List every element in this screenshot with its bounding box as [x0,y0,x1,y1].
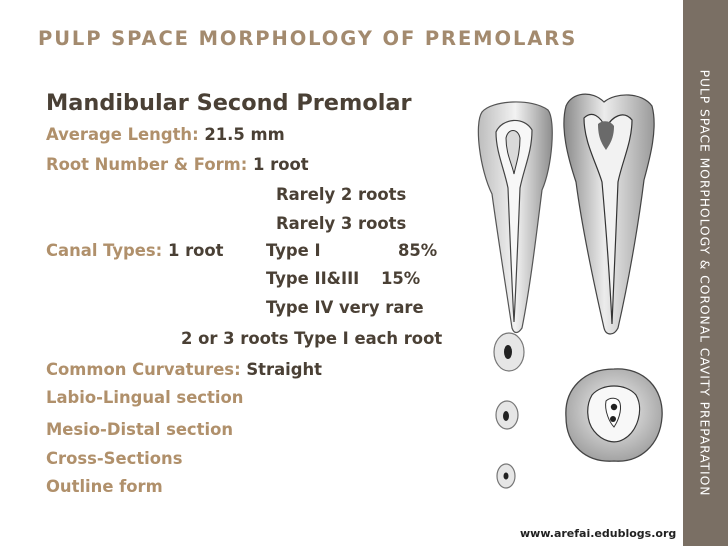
root-number-label: Root Number & Form: [46,155,248,174]
average-length-label: Average Length: [46,125,199,144]
average-length-line [46,124,285,146]
outline-form-link: Outline form [46,477,163,496]
cross-section-lower [493,461,519,491]
root-number-value: 1 root [253,155,309,174]
canal-types-line [46,240,224,262]
canal-type-2: Type II&III [266,269,360,288]
average-length-value: 21.5 mm [204,125,285,144]
mesio-distal-tooth-figure [558,88,660,338]
mesio-distal-link: Mesio-Distal section [46,420,234,439]
canal-types-value: 1 root [167,241,224,260]
cross-sections-link: Cross-Sections [46,449,183,468]
canal-multi: 2 or 3 roots Type I each root [181,329,443,348]
slide-title: PULP SPACE MORPHOLOGY OF PREMOLARS [38,27,578,50]
cross-section-middle [492,398,522,432]
canal-pct-2: 15% [381,269,421,288]
canal-pct-1: 85% [398,241,438,260]
curvatures-value: Straight [246,360,322,379]
curvatures-label: Common Curvatures: [46,360,241,379]
curvatures-line [46,359,322,381]
cross-section-upper [491,330,527,374]
outline-form-occlusal-figure [562,365,667,465]
sidebar-text: PULP SPACE MORPHOLOGY & CORONAL CAVITY PREPARATION [697,69,713,497]
labio-lingual-link: Labio-Lingual section [46,388,244,407]
root-number-line [46,154,309,176]
canal-type-1: Type I [266,241,321,260]
root-extra-1: Rarely 2 roots [276,185,407,204]
tooth-heading: Mandibular Second Premolar [46,90,412,116]
labio-lingual-tooth-figure [472,98,558,334]
canal-type-3: Type IV very rare [266,298,424,317]
website-footer: www.arefai.edublogs.org [520,527,677,540]
canal-types-label: Canal Types: [46,241,163,260]
root-extra-2: Rarely 3 roots [276,214,407,233]
